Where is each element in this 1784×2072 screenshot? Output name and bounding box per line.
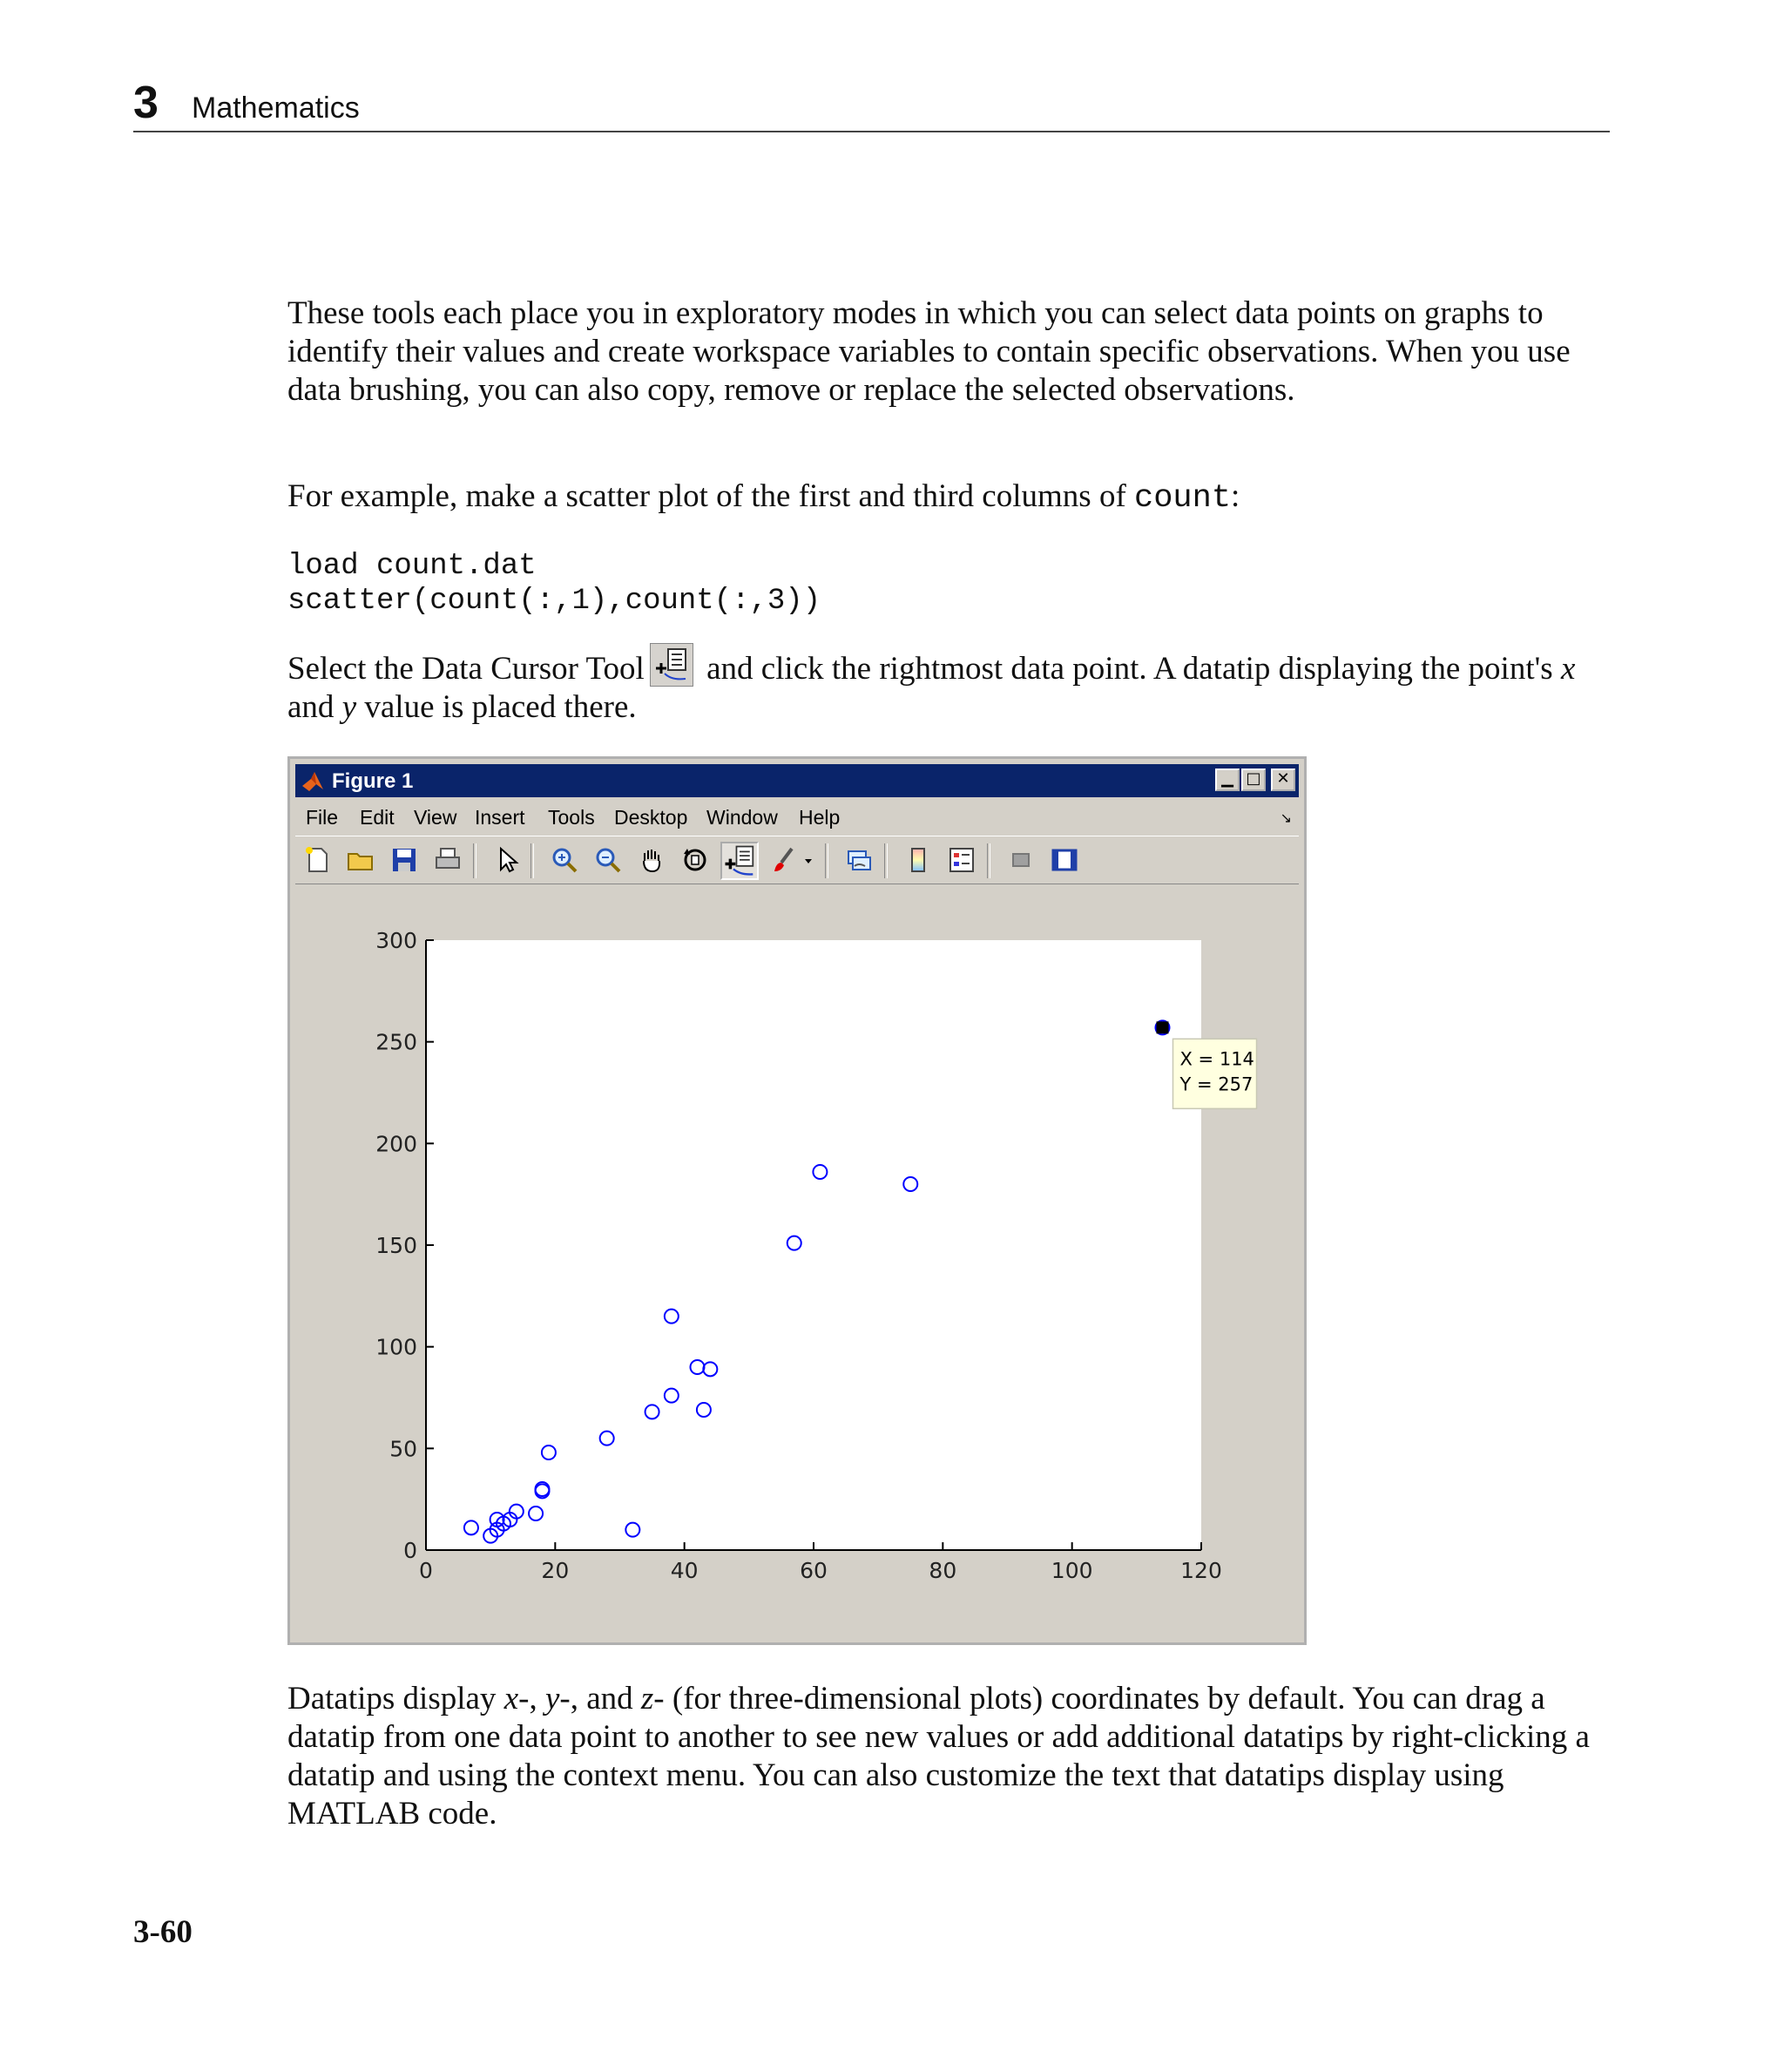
- example-text: For example, make a scatter plot of the first and third columns of: [287, 478, 1135, 514]
- chapter-title: Mathematics: [192, 91, 360, 125]
- x-tick-label: 120: [1180, 1558, 1222, 1583]
- y-tick-label: 0: [403, 1538, 417, 1563]
- example-paragraph: [287, 477, 1612, 518]
- menu-insert[interactable]: Insert: [475, 806, 525, 829]
- figure-window: [287, 756, 1307, 1645]
- y-tick-label: 300: [375, 928, 417, 953]
- y-tick-label: 200: [375, 1131, 417, 1157]
- menu-file[interactable]: File: [306, 806, 339, 829]
- x-tick-label: 20: [541, 1558, 570, 1583]
- menu-tools[interactable]: Tools: [548, 806, 595, 829]
- inline-code-count: count: [1134, 480, 1232, 517]
- select-tool-paragraph: [287, 643, 1612, 727]
- page-number: 3-60: [133, 1914, 193, 1950]
- datatips-paragraph: [287, 1680, 1612, 1833]
- menu-edit[interactable]: Edit: [360, 806, 395, 829]
- undock-arrow-icon[interactable]: ↘: [1280, 811, 1292, 826]
- axes-background: [426, 940, 1201, 1550]
- data-cursor-tool-icon: [650, 643, 693, 687]
- close-icon: ✕: [1276, 769, 1290, 788]
- select-tool-text: Select the Data Cursor Tool: [287, 651, 645, 687]
- datatip-marker: [1157, 1021, 1169, 1033]
- select-tool-middle: and click the rightmost data point. A datatip displaying the point's: [706, 651, 1553, 687]
- x-tick-label: 60: [800, 1558, 828, 1583]
- maximize-icon: □: [1246, 769, 1261, 788]
- minimize-icon: ▁: [1221, 769, 1233, 788]
- y-var-2: y: [544, 1681, 560, 1717]
- datatips-text-b: -,: [518, 1681, 537, 1717]
- datatip-x-text: X = 114: [1179, 1048, 1254, 1070]
- x-var: x: [1560, 651, 1576, 687]
- menu-desktop[interactable]: Desktop: [614, 806, 688, 829]
- menu-help[interactable]: Help: [799, 806, 841, 829]
- datatips-text-a: Datatips display: [287, 1681, 497, 1717]
- x-tick-label: 100: [1051, 1558, 1093, 1583]
- y-tick-label: 50: [389, 1436, 417, 1462]
- menu-window[interactable]: Window: [706, 806, 778, 829]
- datatip-y-text: Y = 257: [1179, 1073, 1254, 1095]
- datatips-text-c: -, and: [559, 1681, 633, 1717]
- code-line-2: scatter(count(:,1),count(:,3)): [287, 585, 821, 618]
- intro-text: These tools each place you in exploratory modes in which you can select data points on graphs to identify their values and create workspace variables to contain specific observations. When you use data brushing, you can also copy, remove or replace the selected observations.: [287, 295, 1571, 408]
- figure-title: Figure 1: [332, 769, 414, 793]
- datatips-text-d: - (for three-dimensional plots) coordinates by default. You can drag a datatip from one data point to another to see new values or add additional datatips by right-clicking a datatip and using the context menu. You can also customize the text that datatips display using MATLAB code.: [287, 1681, 1590, 1832]
- and-word: and: [287, 689, 334, 725]
- x-tick-label: 0: [419, 1558, 433, 1583]
- intro-paragraph: [287, 295, 1612, 410]
- x-var-2: x: [503, 1681, 519, 1717]
- z-var: z: [640, 1681, 654, 1717]
- y-tick-label: 250: [375, 1029, 417, 1055]
- header-rule: [133, 131, 1610, 132]
- menu-view[interactable]: View: [414, 806, 457, 829]
- y-tick-label: 100: [375, 1334, 417, 1360]
- y-tick-label: 150: [375, 1233, 417, 1258]
- y-var: y: [341, 689, 357, 725]
- scatter-chart[interactable]: [290, 759, 1304, 1642]
- chapter-number: 3: [133, 78, 159, 128]
- x-tick-label: 80: [929, 1558, 957, 1583]
- code-line-1: load count.dat: [287, 550, 537, 583]
- example-colon: :: [1231, 478, 1240, 514]
- select-tool-suffix: value is placed there.: [364, 689, 637, 725]
- x-tick-label: 40: [670, 1558, 699, 1583]
